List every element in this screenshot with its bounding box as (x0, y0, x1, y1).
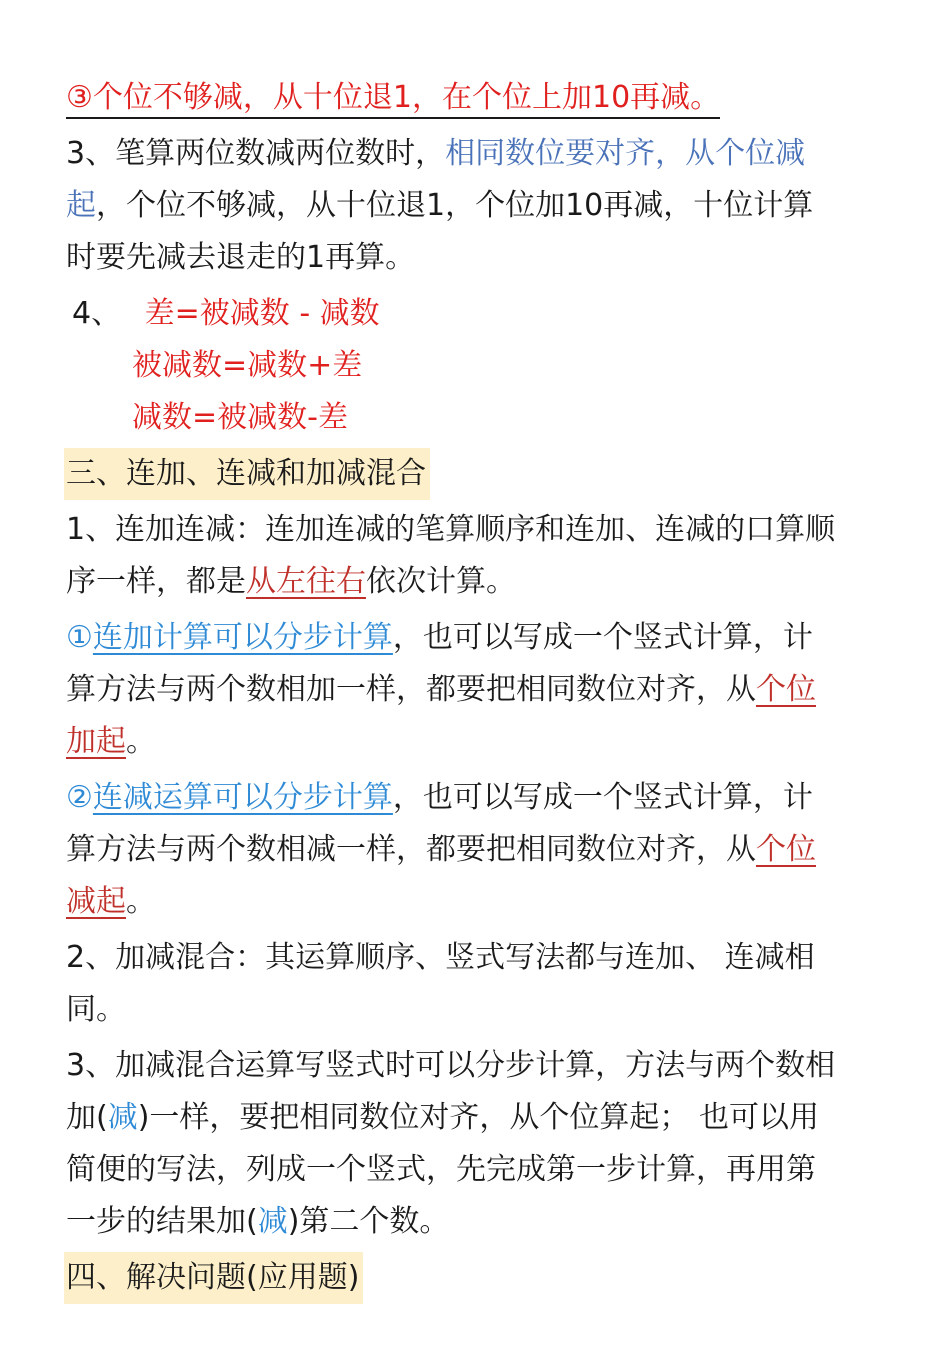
s1-line-2 (66, 556, 896, 608)
s1-text: 1、连加连减：连加连减的笔算顺序和连加、连减的口算顺 (66, 512, 836, 547)
s3-text: 加( (66, 1100, 108, 1135)
s2-line-1 (66, 932, 896, 984)
para-3-highlight-end: 起 (66, 188, 96, 223)
s3-line-2 (66, 1092, 896, 1144)
circled-one: ① (66, 620, 93, 655)
s1-highlight: 从左往右 (246, 564, 366, 599)
s2-text: 同。 (66, 992, 126, 1027)
s1-line-1 (66, 504, 896, 556)
s3-highlight: 减 (107, 1100, 138, 1135)
s1-2-text: ，也可以写成一个竖式计算，计 (392, 780, 813, 815)
s1-2-highlight: 连减运算可以分步计算 (92, 780, 393, 815)
s1-1-line-2 (66, 664, 896, 716)
s1-1-line-1 (66, 612, 896, 664)
s1-1-text: 算方法与两个数相加一样，都要把相同数位对齐，从 (66, 672, 756, 707)
s1-2-text: 。 (126, 884, 156, 919)
para-3-line-1 (66, 128, 896, 180)
s1-2-line-1 (66, 772, 896, 824)
s3-text: 一步的结果加( (66, 1204, 258, 1239)
para-3-text: 时要先减去退走的1再算。 (66, 240, 416, 275)
para-3-text: 3、笔算两位数减两位数时， (66, 136, 446, 171)
s3-text: 3、加减混合运算写竖式时可以分步计算，方法与两个数相 (66, 1048, 836, 1083)
s3-text: 简便的写法，列成一个竖式，先完成第一步计算，再用第 (66, 1152, 816, 1187)
s1-2-line-2 (66, 824, 896, 876)
s1-2-text: 算方法与两个数相减一样，都要把相同数位对齐，从 (66, 832, 756, 867)
s1-1-text: ，也可以写成一个竖式计算，计 (392, 620, 813, 655)
section-heading-4 (66, 1252, 896, 1304)
section-heading-3 (66, 448, 896, 500)
formula-subtrahend: 减数=被减数-差 (132, 400, 348, 435)
formula-minuend: 被减数=减数+差 (132, 348, 363, 383)
s1-text: 依次计算。 (366, 564, 516, 599)
s1-1-highlight: 连加计算可以分步计算 (92, 620, 393, 655)
s1-1-highlight-red: 个位 (756, 672, 816, 707)
item-number: 4、 (72, 296, 122, 331)
document-page (66, 72, 896, 1304)
s1-1-highlight-red: 加起 (66, 724, 126, 759)
para-3-highlight: 相同数位要对齐，从个位减 (445, 136, 806, 171)
s1-2-highlight-red: 减起 (66, 884, 126, 919)
s3-line-4 (66, 1196, 896, 1248)
para-3-text: ，个位不够减，从十位退1，个位加10再减，十位计算 (96, 188, 814, 223)
s3-line-1 (66, 1040, 896, 1092)
s3-line-3 (66, 1144, 896, 1196)
section-title: 三、连加、连减和加减混合 (64, 448, 430, 500)
borrow-rule-text: ③个位不够减，从十位退1，在个位上加10再减。 (66, 80, 720, 119)
s3-text: )一样，要把相同数位对齐，从个位算起； 也可以用 (137, 1100, 819, 1135)
s1-2-line-3 (66, 876, 896, 928)
formula-difference: 差=被减数 - 减数 (144, 296, 380, 331)
formula-line-3 (66, 392, 896, 444)
formula-line-1 (66, 288, 896, 340)
formula-line-2 (66, 340, 896, 392)
section-title: 四、解决问题(应用题) (64, 1252, 363, 1304)
s1-text: 序一样，都是 (66, 564, 246, 599)
para-3-line-2 (66, 180, 896, 232)
s3-highlight: 减 (257, 1204, 288, 1239)
s3-text: )第二个数。 (287, 1204, 450, 1239)
subtraction-rule-3 (66, 72, 896, 124)
s1-1-text: 。 (126, 724, 156, 759)
s1-2-highlight-red: 个位 (756, 832, 816, 867)
s2-text: 2、加减混合：其运算顺序、竖式写法都与连加、 连减相 (66, 940, 815, 975)
s2-line-2 (66, 984, 896, 1036)
para-3-line-3 (66, 232, 896, 284)
circled-two: ② (66, 780, 93, 815)
s1-1-line-3 (66, 716, 896, 768)
